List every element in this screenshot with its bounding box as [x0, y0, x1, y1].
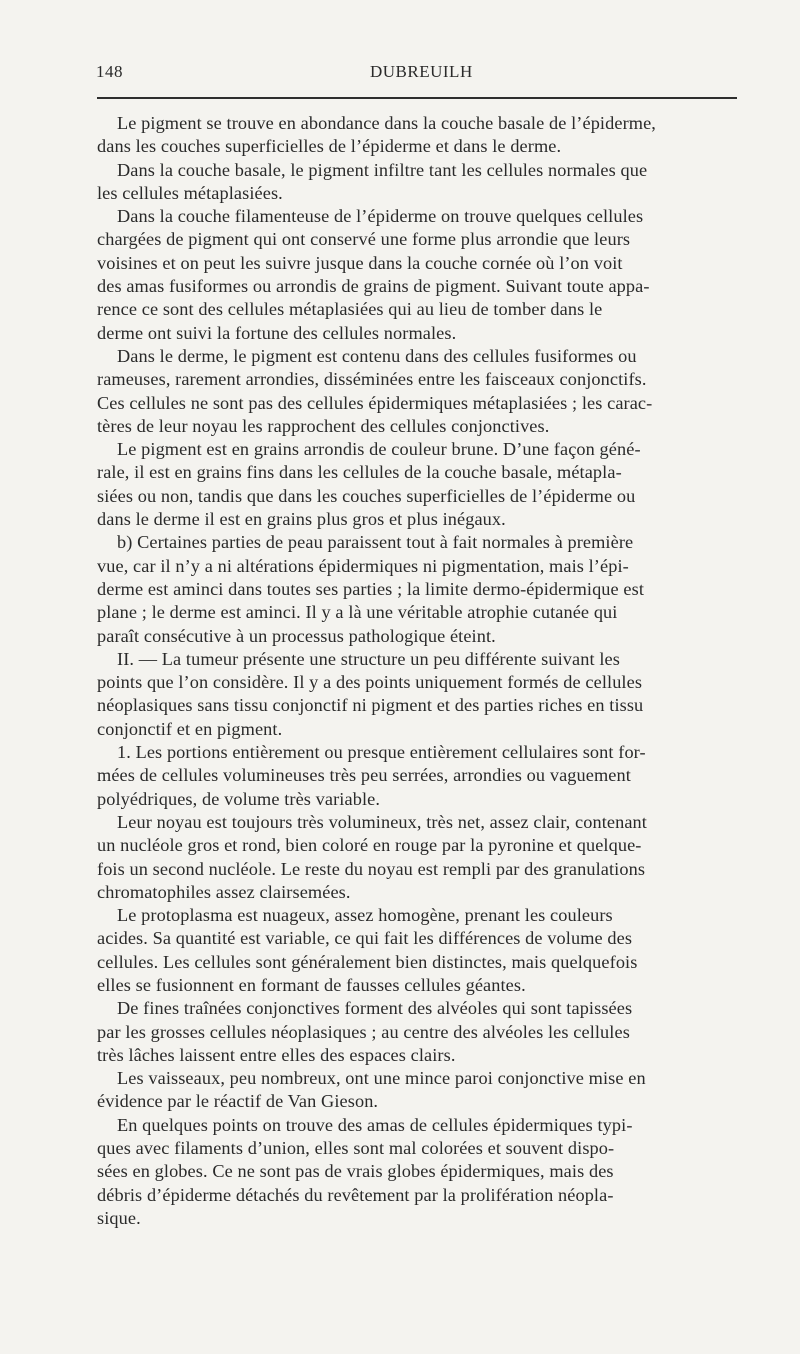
page-header	[92, 62, 738, 86]
text-line: ques avec filaments d’union, elles sont mal colorées et souvent dispo-	[97, 1138, 615, 1159]
body-text	[97, 112, 752, 1230]
text-line: les cellules métaplasiées.	[97, 182, 283, 203]
text-line: dans le derme il est en grains plus gros et plus inégaux.	[97, 509, 506, 530]
text-line: acides. Sa quantité est variable, ce qui fait les différences de volume des	[97, 928, 633, 949]
text-line: rale, il est en grains fins dans les cellules de la couche basale, métapla-	[97, 462, 622, 483]
running-head: DUBREUILH	[370, 62, 473, 81]
paragraph	[97, 112, 752, 159]
text-line: Le pigment se trouve en abondance dans la couche basale de l’épiderme,	[117, 113, 656, 133]
text-line: évidence par le réactif de Van Gieson.	[97, 1091, 379, 1112]
text-line: derme est aminci dans toutes ses parties ; la limite dermo-épidermique est	[97, 578, 645, 599]
text-line: tères de leur noyau les rapprochent des cellules conjonctives.	[97, 415, 550, 436]
paragraph	[97, 997, 752, 1067]
paragraph	[97, 811, 752, 904]
text-line: cellules. Les cellules sont généralement bien distinctes, mais quelquefois	[97, 951, 638, 972]
text-line: II. — La tumeur présente une structure un peu différente suivant les	[117, 648, 620, 669]
paragraph	[97, 904, 752, 997]
text-line: De fines traînées conjonctives forment des alvéoles qui sont tapissées	[117, 998, 633, 1019]
paragraph	[97, 159, 752, 206]
header-rule	[97, 97, 737, 99]
text-line: paraît consécutive à un processus pathologique éteint.	[97, 625, 496, 646]
paragraph	[97, 531, 752, 647]
text-line: Les vaisseaux, peu nombreux, ont une mince paroi conjonctive mise en	[117, 1068, 646, 1089]
text-line: chromatophiles assez clairsemées.	[97, 881, 351, 902]
paragraph	[97, 205, 752, 345]
text-line: Dans la couche filamenteuse de l’épiderme on trouve quelques cellules	[117, 206, 644, 227]
text-line: débris d’épiderme détachés du revêtement par la prolifération néopla-	[97, 1184, 614, 1205]
text-line: Le protoplasma est nuageux, assez homogène, prenant les couleurs	[117, 905, 613, 926]
text-line: rence ce sont des cellules métaplasiées qui au lieu de tomber dans le	[97, 299, 603, 320]
text-line: En quelques points on trouve des amas de cellules épidermiques typi-	[117, 1114, 633, 1135]
paragraph	[97, 1067, 752, 1114]
text-line: Dans le derme, le pigment est contenu dans des cellules fusiformes ou	[117, 345, 637, 366]
text-line: 1. Les portions entièrement ou presque entièrement cellulaires sont for-	[117, 742, 646, 763]
page-number: 148	[96, 62, 123, 81]
text-line: voisines et on peut les suivre jusque dans la couche cornée où l’on voit	[97, 252, 623, 273]
text-line: dans les couches superficielles de l’épiderme et dans le derme.	[97, 136, 562, 157]
text-line: Leur noyau est toujours très volumineux, très net, assez clair, contenant	[117, 811, 647, 832]
paragraph	[97, 741, 752, 811]
text-line: elles se fusionnent en formant de fausses cellules géantes.	[97, 974, 526, 995]
text-line: derme ont suivi la fortune des cellules normales.	[97, 322, 457, 343]
text-line: Ces cellules ne sont pas des cellules épidermiques métaplasiées ; les carac-	[97, 392, 653, 413]
text-line: par les grosses cellules néoplasiques ; au centre des alvéoles les cellules	[97, 1021, 630, 1042]
text-line: néoplasiques sans tissu conjonctif ni pigment et des parties riches en tissu	[97, 695, 644, 716]
text-line: plane ; le derme est aminci. Il y a là une véritable atrophie cutanée qui	[97, 602, 618, 623]
text-line: points que l’on considère. Il y a des points uniquement formés de cellules	[97, 672, 643, 693]
paragraph	[97, 438, 752, 531]
text-line: Dans la couche basale, le pigment infiltre tant les cellules normales que	[117, 159, 648, 180]
text-line: siées ou non, tandis que dans les couches superficielles de l’épiderme ou	[97, 485, 636, 506]
text-line: sique.	[97, 1207, 141, 1228]
paragraph	[97, 648, 752, 741]
text-line: b) Certaines parties de peau paraissent tout à fait normales à première	[117, 532, 634, 553]
text-line: polyédriques, de volume très variable.	[97, 788, 381, 809]
text-line: vue, car il n’y a ni altérations épidermiques ni pigmentation, mais l’épi-	[97, 555, 629, 576]
text-line: rameuses, rarement arrondies, disséminées entre les faisceaux conjonctifs.	[97, 369, 647, 390]
text-line: fois un second nucléole. Le reste du noyau est rempli par des granulations	[97, 858, 646, 879]
text-line: mées de cellules volumineuses très peu serrées, arrondies ou vaguement	[97, 765, 631, 786]
text-line: très lâches laissent entre elles des espaces clairs.	[97, 1044, 456, 1065]
text-line: Le pigment est en grains arrondis de couleur brune. D’une façon géné-	[117, 439, 641, 460]
paragraph	[97, 345, 752, 438]
text-line: un nucléole gros et rond, bien coloré en rouge par la pyronine et quelque-	[97, 835, 642, 856]
text-line: des amas fusiformes ou arrondis de grains de pigment. Suivant toute appa-	[97, 276, 650, 297]
text-line: sées en globes. Ce ne sont pas de vrais globes épidermiques, mais des	[97, 1161, 614, 1182]
paragraph	[97, 1114, 752, 1230]
text-line: conjonctif et en pigment.	[97, 718, 283, 739]
text-line: chargées de pigment qui ont conservé une forme plus arrondie que leurs	[97, 229, 631, 250]
